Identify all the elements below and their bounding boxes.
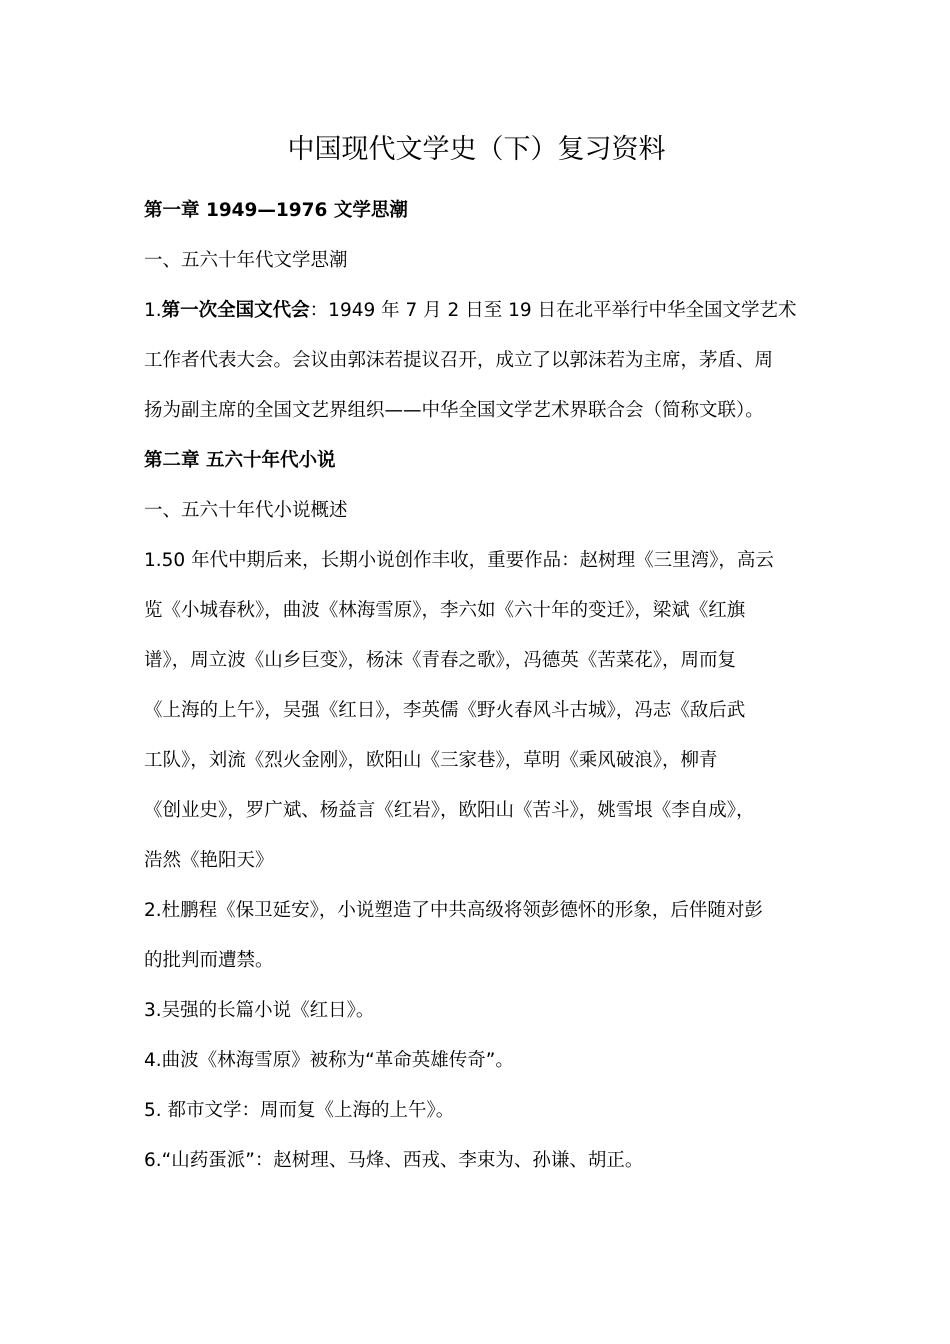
paragraph-line: 浩然《艳阳天》 (144, 850, 274, 871)
paragraph-line (144, 286, 809, 336)
paragraph-line: 工作者代表大会。会议由郭沫若提议召开，成立了以郭沫若为主席，茅盾、周 (144, 350, 774, 371)
section-heading: 一、五六十年代文学思潮 (144, 250, 348, 271)
paragraph-line: 的批判而遭禁。 (144, 950, 274, 971)
paragraph-line: 览《小城春秋》，曲波《林海雪原》，李六如《六十年的变迁》，梁斌《红旗 (144, 600, 746, 621)
paragraph-line: 3.吴强的长篇小说《红日》。 (144, 1000, 375, 1021)
paragraph-line: 《上海的上午》，吴强《红日》，李英儒《野火春风斗古城》，冯志《敌后武 (144, 700, 746, 721)
paragraph-line: 《创业史》，罗广斌、杨益言《红岩》，欧阳山《苦斗》，姚雪垠《李自成》， (144, 800, 755, 821)
item-number: 1. (144, 300, 162, 321)
item-text: ：1949 年 7 月 2 日至 19 日在北平举行中华全国文学艺术 (309, 300, 797, 321)
section-heading: 一、五六十年代小说概述 (144, 500, 348, 521)
paragraph-line: 2.杜鹏程《保卫延安》，小说塑造了中共高级将领彭德怀的形象，后伴随对彭 (144, 900, 763, 921)
paragraph-line: 5. 都市文学：周而复《上海的上午》。 (144, 1100, 455, 1121)
paragraph-line: 4.曲波《林海雪原》被称为“革命英雄传奇”。 (144, 1050, 514, 1071)
paragraph-line: 谱》，周立波《山乡巨变》，杨沫《青春之歌》，冯德英《苦菜花》，周而复 (144, 650, 737, 671)
paragraph-line: 扬为副主席的全国文艺界组织——中华全国文学艺术界联合会（简称文联）。 (144, 400, 764, 421)
document-body (144, 128, 809, 1186)
chapter-heading: 第一章 1949—1976 文学思潮 (144, 200, 408, 221)
paragraph-line: 6.“山药蛋派”：赵树理、马烽、西戎、李束为、孙谦、胡正。 (144, 1150, 644, 1171)
paragraph-line: 工队》，刘流《烈火金刚》，欧阳山《三家巷》，草明《乘风破浪》，柳青 (144, 750, 718, 771)
paragraph-line: 1.50 年代中期后来，长期小说创作丰收，重要作品：赵树理《三里湾》，高云 (144, 550, 774, 571)
key-term: 第一次全国文代会 (161, 300, 310, 321)
chapter-heading: 第二章 五六十年代小说 (144, 450, 336, 471)
document-title: 中国现代文学史（下）复习资料 (287, 134, 666, 165)
